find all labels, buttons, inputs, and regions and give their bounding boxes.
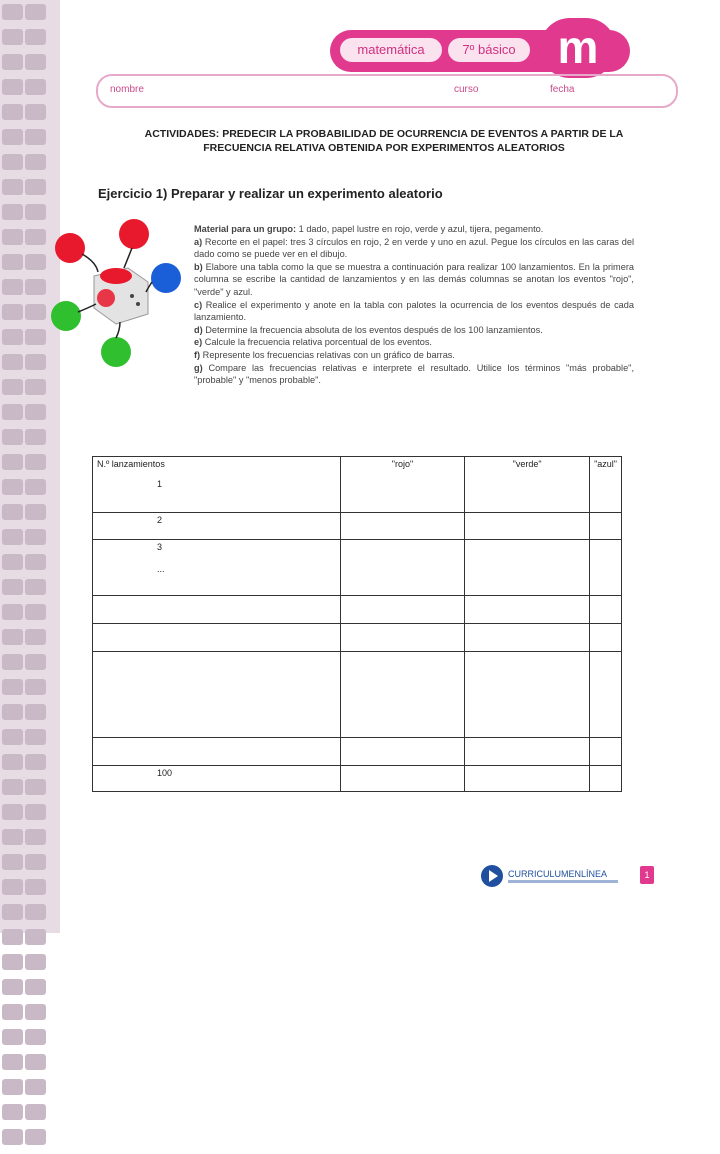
curriculum-logo [480, 864, 630, 888]
sidebar-cell [2, 1104, 23, 1120]
sidebar-cell [2, 804, 23, 820]
page-title [84, 127, 684, 155]
red-circle-icon [55, 233, 85, 263]
sidebar-cell [2, 504, 23, 520]
instructions [194, 223, 634, 387]
student-info-bar [96, 74, 678, 108]
sidebar-cell [25, 79, 46, 95]
title-line-1: ACTIVIDADES: PREDECIR LA PROBABILIDAD DE OCURRENCIA DE EVENTOS A PARTIR DE LA [144, 128, 624, 140]
step-a: a) Recorte en el papel: tres 3 círculos en rojo, 2 en verde y uno en azul. Pegue los círculos en las caras del dado como se puede ver en el dibujo. [194, 236, 634, 260]
sidebar-cell [25, 779, 46, 795]
sidebar-cell [2, 554, 23, 570]
die-icon [94, 268, 148, 324]
sidebar-cell [2, 279, 23, 295]
green-circle-icon [101, 337, 131, 367]
title-line-2: FRECUENCIA RELATIVA OBTENIDA POR EXPERIMENTOS ALEATORIOS [203, 142, 565, 154]
header-blue: "azul" [590, 457, 622, 513]
experiment-table [92, 456, 622, 792]
sidebar-cell [2, 454, 23, 470]
sidebar-cell [25, 1029, 46, 1045]
sidebar-cell [2, 29, 23, 45]
sidebar-cell [2, 79, 23, 95]
sidebar-cell [25, 4, 46, 20]
sidebar-cell [2, 579, 23, 595]
page-number: 1 [640, 866, 654, 884]
red-circle-icon [119, 219, 149, 249]
sidebar-cell [25, 954, 46, 970]
sidebar-cell [2, 129, 23, 145]
sidebar-cell [2, 1054, 23, 1070]
green-circle-icon [51, 301, 81, 331]
step-g: g) Compare las frecuencias relativas e interprete el resultado. Utilice los términos "más probable", "probable" y "menos probable". [194, 362, 634, 386]
sidebar-cell [2, 654, 23, 670]
sidebar-cell [2, 679, 23, 695]
material-line: Material para un grupo: 1 dado, papel lustre en rojo, verde y azul, tijera, pegamento. [194, 224, 544, 234]
sidebar-cell [2, 954, 23, 970]
table-row [93, 652, 622, 738]
sidebar-cell [25, 404, 46, 420]
sidebar-cell [2, 879, 23, 895]
sidebar-cell [2, 604, 23, 620]
sidebar-cell [2, 304, 23, 320]
sidebar-cell [2, 779, 23, 795]
sidebar-cell [2, 629, 23, 645]
subject-logo: m [540, 18, 616, 78]
sidebar-cell [2, 354, 23, 370]
sidebar-cell [25, 979, 46, 995]
sidebar-cell [25, 829, 46, 845]
sidebar-cell [25, 254, 46, 270]
course-field-label: curso [454, 84, 479, 95]
cell-launch: 3 ... [93, 540, 341, 596]
step-f: f) Represente los frecuencias relativas con un gráfico de barras. [194, 349, 455, 360]
sidebar-cell [25, 929, 46, 945]
cell-launch [93, 596, 341, 624]
cell-launch: 2 [93, 513, 341, 540]
sidebar-cell [25, 454, 46, 470]
exercise-title: Ejercicio 1) Preparar y realizar un experimento aleatorio [98, 186, 443, 201]
sidebar-cell [25, 754, 46, 770]
table-row [93, 513, 622, 540]
sidebar-cell [25, 329, 46, 345]
sidebar-cell [2, 429, 23, 445]
sidebar-cell [2, 829, 23, 845]
cell-launch [93, 738, 341, 766]
sidebar-cell [2, 379, 23, 395]
sidebar-cell [2, 254, 23, 270]
sidebar-cell [2, 754, 23, 770]
row-number: 1 [157, 479, 163, 489]
sidebar-cell [25, 629, 46, 645]
sidebar-cell [2, 1004, 23, 1020]
cell-launch: 100 [93, 766, 341, 792]
sidebar-cell [2, 54, 23, 70]
sidebar-cell [2, 404, 23, 420]
decorative-sidebar [0, 0, 60, 933]
sidebar-cell [2, 1029, 23, 1045]
sidebar-cell [25, 1079, 46, 1095]
sidebar-cell [25, 729, 46, 745]
sidebar-cell [2, 704, 23, 720]
sidebar-cell [25, 679, 46, 695]
name-field-label: nombre [110, 84, 144, 95]
date-field-label: fecha [550, 84, 575, 95]
sidebar-cell [25, 304, 46, 320]
sidebar-cell [25, 529, 46, 545]
sidebar-cell [2, 204, 23, 220]
header-red: "rojo" [340, 457, 464, 513]
sidebar-cell [25, 279, 46, 295]
brand-text: CURRICULUMENLÍNEA [508, 869, 608, 879]
sidebar-cell [25, 704, 46, 720]
sidebar-cell [2, 979, 23, 995]
step-b: b) Elabore una tabla como la que se muestra a continuación para realizar 100 lanzamientos. En la primera columna se escribe la cantidad de lanzamientos y en las demás columnas se anotan los eventos "rojo", "verde" y azul. [194, 261, 634, 297]
subject-label: matemática [340, 38, 442, 62]
sidebar-cell [25, 854, 46, 870]
grade-label: 7º básico [448, 38, 530, 62]
sidebar-cell [25, 504, 46, 520]
table-row [93, 738, 622, 766]
sidebar-cell [25, 479, 46, 495]
sidebar-cell [25, 579, 46, 595]
table-row [93, 540, 622, 596]
sidebar-cell [2, 529, 23, 545]
sidebar-cell [2, 854, 23, 870]
sidebar-cell [2, 1129, 23, 1145]
sidebar-cell [25, 1004, 46, 1020]
table-header-row [93, 457, 622, 513]
sidebar-cell [25, 654, 46, 670]
sidebar-cell [25, 104, 46, 120]
sidebar-cell [25, 904, 46, 920]
sidebar-cell [25, 204, 46, 220]
sidebar-cell [25, 54, 46, 70]
sidebar-cell [2, 329, 23, 345]
sidebar-cell [2, 229, 23, 245]
sidebar-cell [2, 479, 23, 495]
sidebar-cell [2, 1079, 23, 1095]
table-row [93, 624, 622, 652]
step-d: d) Determine la frecuencia absoluta de los eventos después de los 100 lanzamientos. [194, 324, 543, 335]
sidebar-cell [25, 879, 46, 895]
sidebar-cell [2, 904, 23, 920]
cell-launch [93, 624, 341, 652]
header-launches: N.º lanzamientos 1 [93, 457, 341, 513]
sidebar-cell [2, 729, 23, 745]
sidebar-cell [25, 604, 46, 620]
step-e: e) Calcule la frecuencia relativa porcentual de los eventos. [194, 337, 432, 348]
sidebar-cell [25, 1104, 46, 1120]
sidebar-cell [2, 179, 23, 195]
sidebar-cell [25, 354, 46, 370]
blue-circle-icon [151, 263, 181, 293]
sidebar-cell [25, 1054, 46, 1070]
sidebar-cell [25, 1129, 46, 1145]
sidebar-cell [25, 129, 46, 145]
sidebar-cell [25, 29, 46, 45]
dice-illustration [48, 212, 184, 372]
sidebar-cell [2, 4, 23, 20]
cell-launch [93, 652, 341, 738]
header-green: "verde" [465, 457, 590, 513]
sidebar-cell [2, 154, 23, 170]
sidebar-cell [25, 429, 46, 445]
table-row [93, 596, 622, 624]
step-c: c) Realice el experimento y anote en la tabla con palotes la ocurrencia de los eventos después de cada lanzamiento. [194, 299, 634, 323]
sidebar-cell [25, 379, 46, 395]
sidebar-cell [25, 229, 46, 245]
table-row [93, 766, 622, 792]
sidebar-cell [25, 179, 46, 195]
sidebar-cell [25, 804, 46, 820]
sidebar-cell [25, 154, 46, 170]
sidebar-cell [2, 104, 23, 120]
sidebar-cell [25, 554, 46, 570]
sidebar-cell [2, 929, 23, 945]
